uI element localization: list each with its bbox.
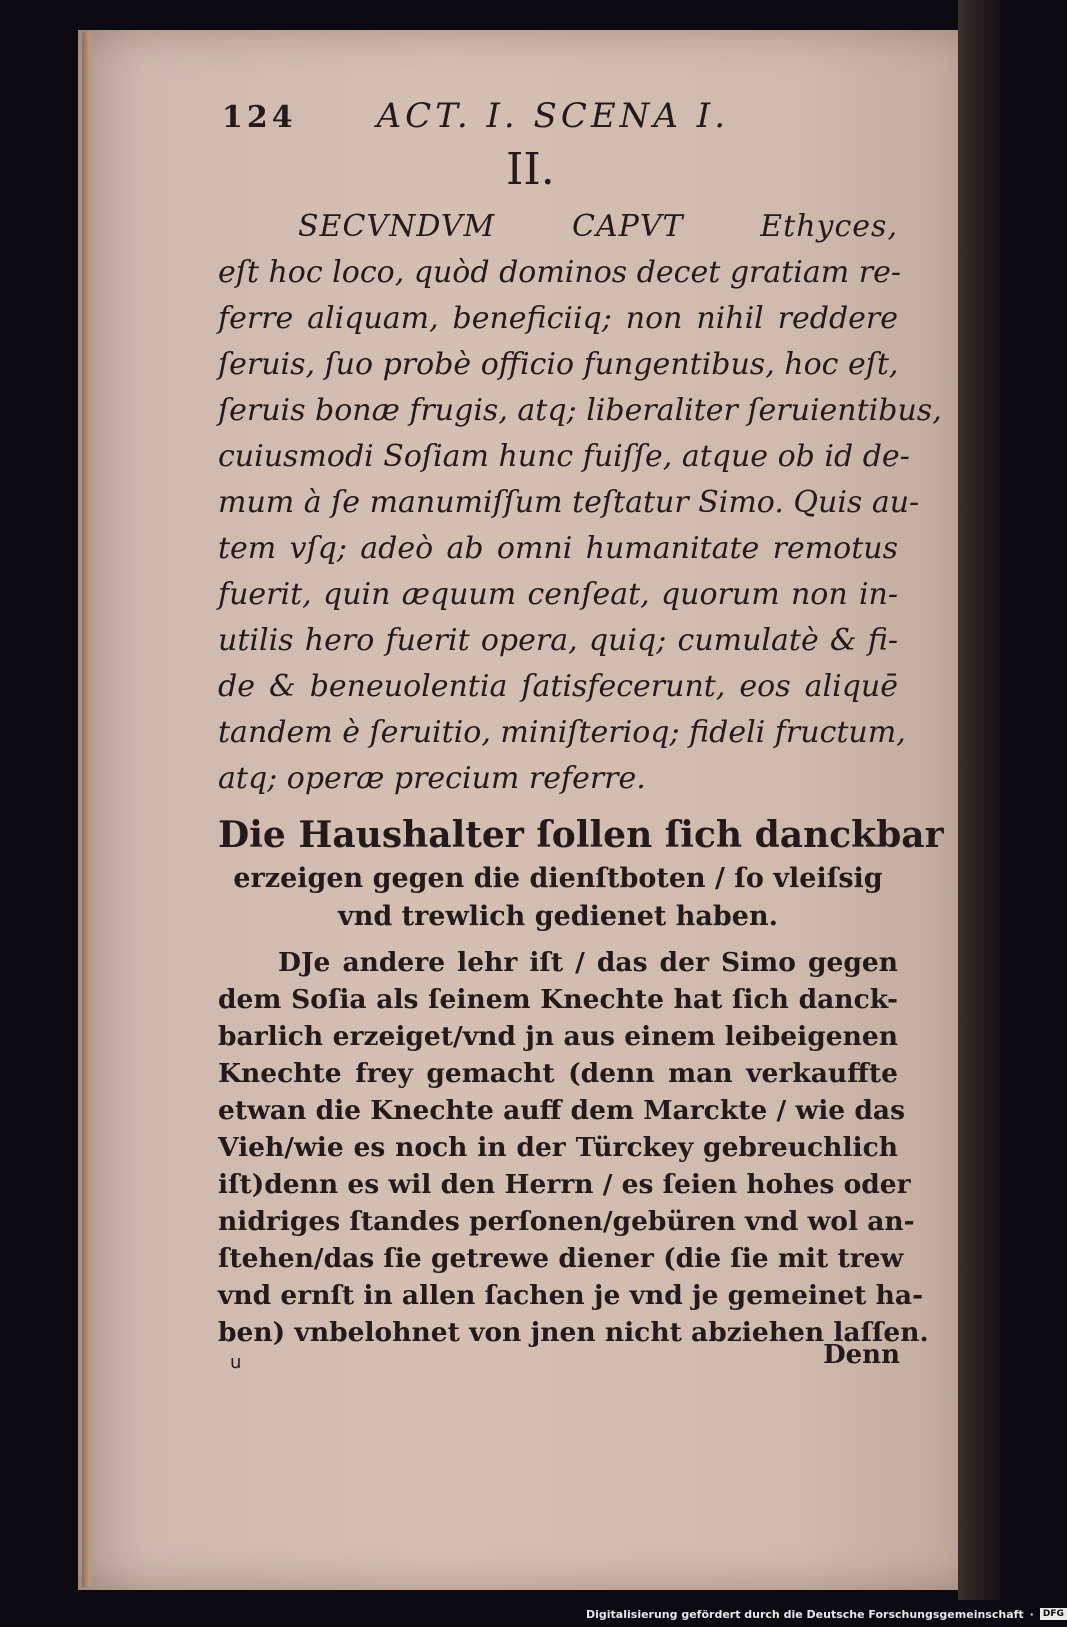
latin-paragraph (218, 204, 942, 802)
catchword: Denn (823, 1340, 900, 1370)
page-gutter (82, 32, 94, 1587)
text-line: eſt hoc loco, quòd dominos decet gratiam re- (218, 255, 901, 290)
text-line: utilis hero fuerit opera, quiq; cumulatè & fi- (218, 623, 898, 658)
text-line: DJe andere lehr iſt / das der Simo gegen (278, 947, 898, 978)
text-line: iſt)denn es wil den Herrn / es ſeien hohes oder (218, 1169, 911, 1200)
text-line: ſtehen/das ſie getrewe diener (die ſie mit trew (218, 1243, 904, 1274)
text-line: ſeruis, ſuo probè officio fungentibus, hoc eſt, (218, 347, 899, 382)
text-line: Knechte frey gemacht (denn man verkauffte (218, 1058, 898, 1089)
text-line: mum à ſe manumiſſum teſtatur Simo. Quis au- (218, 485, 920, 520)
text-line: ſeruis bonæ frugis, atq; liberaliter ſeruientibus, (218, 393, 942, 428)
signature-mark: u (230, 1352, 242, 1373)
text-line: SECVNDVM CAPVT Ethyces, (298, 209, 898, 244)
text-line: vnd trewlich gedienet haben. (338, 901, 778, 932)
text-line: ben) vnbelohnet von jnen nicht abziehen laſſen. (218, 1317, 929, 1348)
text-line: dem Soſia als ſeinem Knechte hat ſich danck- (218, 984, 898, 1015)
text-line: etwan die Knechte auff dem Marckte / wie das (218, 1095, 905, 1126)
running-header (222, 96, 742, 146)
book-edge (958, 0, 1000, 1600)
text-line: nidriges ſtandes perſonen/gebüren vnd wol an- (218, 1206, 915, 1237)
dfg-logo: DFG (1040, 1608, 1067, 1620)
digitization-footer: Digitalisierung gefördert durch die Deutsche Forschungsgemeinschaft · DFG (586, 1604, 996, 1624)
footer-text: Digitalisierung gefördert durch die Deutsche Forschungsgemeinschaft (586, 1607, 1024, 1621)
running-title: ACT. I. SCENA I. (376, 96, 730, 136)
chapter-numeral: II. (506, 144, 555, 195)
text-line: barlich erzeiget/vnd jn aus einem leibeigenen (218, 1021, 898, 1052)
text-line: tem vſq; adeò ab omni humanitate remotus (218, 531, 898, 566)
german-subheading (218, 860, 898, 936)
text-line: tandem è ſeruitio, miniſterioq; fideli fructum, (218, 715, 906, 750)
german-paragraph (218, 944, 929, 1351)
german-heading: Die Haushalter ſollen ſich danckbar (218, 814, 944, 856)
text-line: erzeigen gegen die dienſtboten / ſo vleiſsig (233, 863, 883, 894)
text-line: Vieh/wie es noch in der Türckey gebreuchlich (218, 1132, 898, 1163)
text-line: atq; operæ precium referre. (218, 761, 646, 796)
text-line: vnd ernſt in allen ſachen je vnd je gemeinet ha- (218, 1280, 924, 1311)
text-line: ferre aliquam, beneficiiq; non nihil reddere (218, 301, 898, 336)
text-line: de & beneuolentia ſatisfecerunt, eos aliquē (218, 669, 898, 704)
text-line: fuerit, quin æquum cenſeat, quorum non in- (218, 577, 898, 612)
page-number: 124 (222, 100, 297, 135)
text-line: cuiusmodi Soſiam hunc fuiſſe, atque ob id de- (218, 439, 910, 474)
